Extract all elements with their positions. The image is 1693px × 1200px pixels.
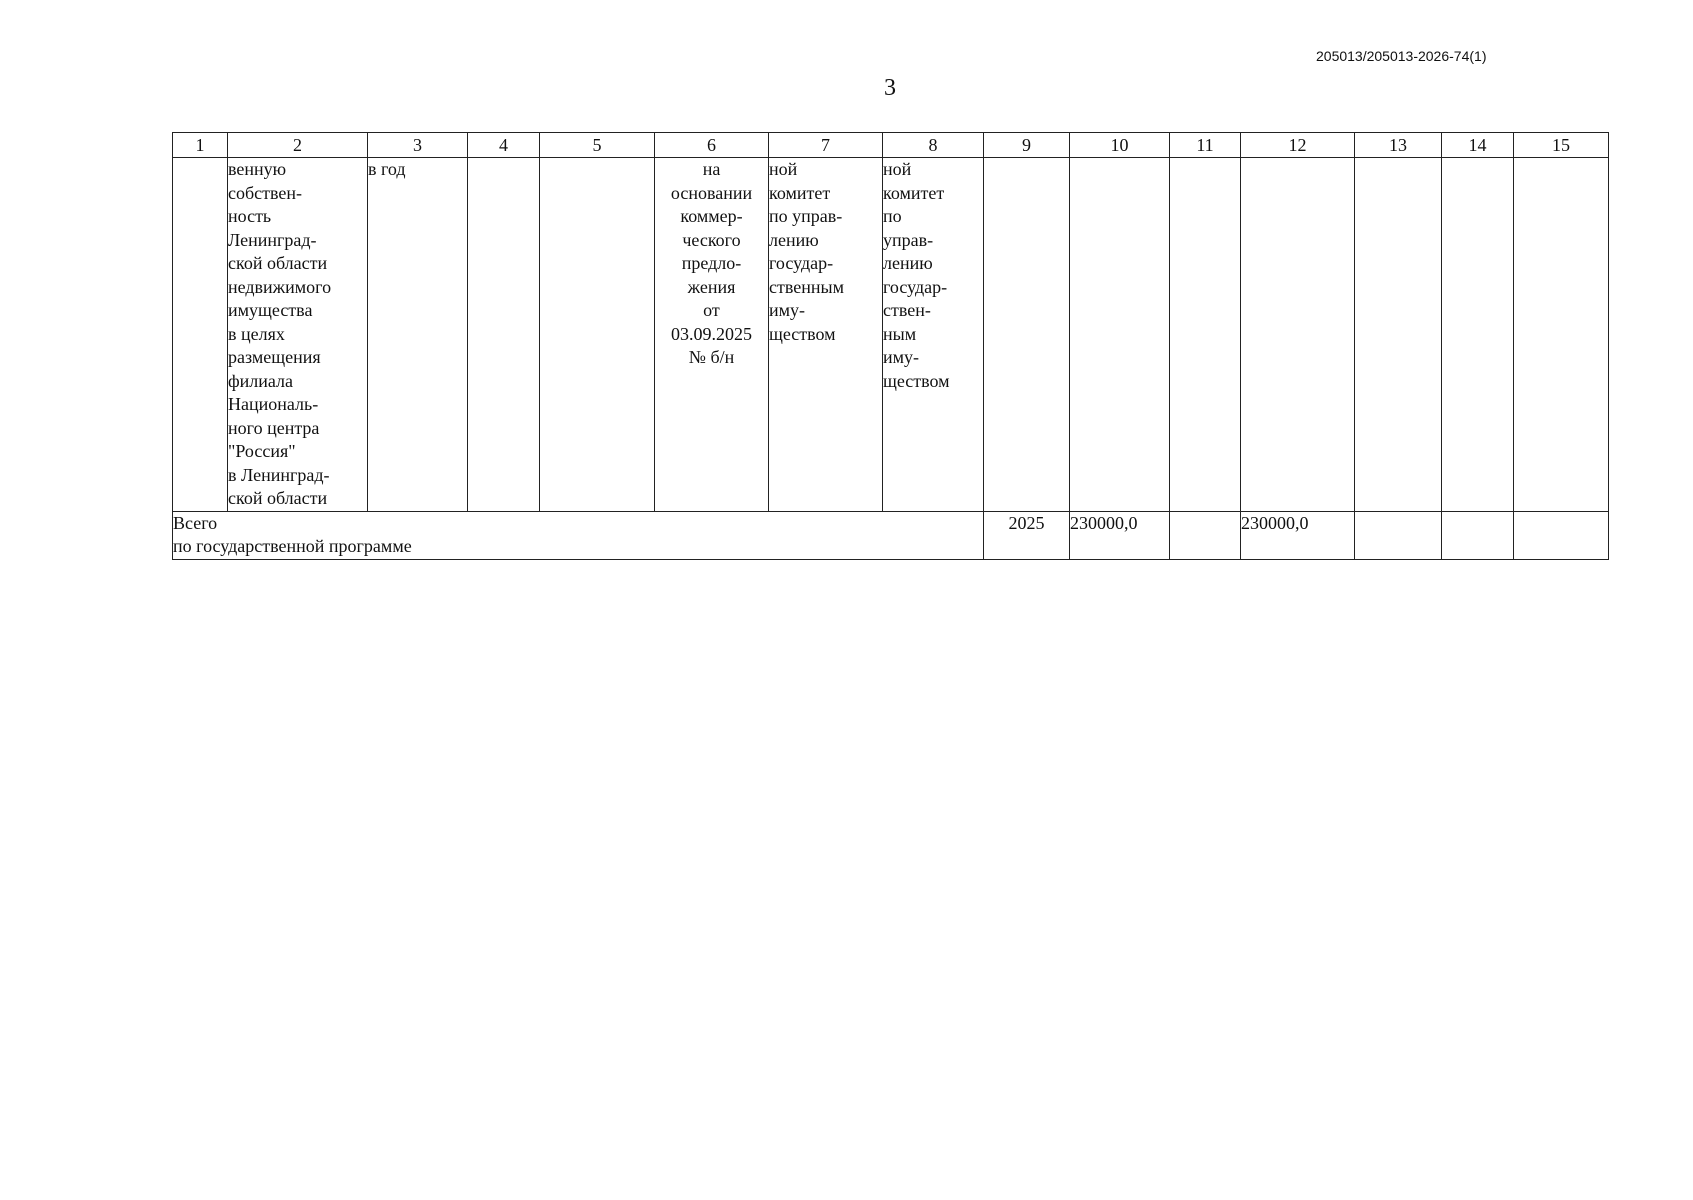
- document-id: 205013/205013-2026-74(1): [1316, 48, 1487, 64]
- col-number-13: 13: [1355, 133, 1442, 158]
- col-number-8: 8: [883, 133, 984, 158]
- col-number-12: 12: [1241, 133, 1355, 158]
- cell-basis: на основании коммер- ческого предло- жения от 03.09.2025 № б/н: [655, 158, 769, 512]
- col-number-14: 14: [1442, 133, 1514, 158]
- page-number: 3: [884, 75, 896, 101]
- cell-col14: [1442, 158, 1514, 512]
- cell-col4: [468, 158, 540, 512]
- col-number-11: 11: [1170, 133, 1241, 158]
- total-col14: [1442, 511, 1514, 559]
- col-number-7: 7: [769, 133, 883, 158]
- total-amount-col10: 230000,0: [1070, 511, 1170, 559]
- total-col11: [1170, 511, 1241, 559]
- total-col13: [1355, 511, 1442, 559]
- cell-col10: [1070, 158, 1170, 512]
- cell-period: в год: [368, 158, 468, 512]
- total-col15: [1514, 511, 1609, 559]
- col-number-9: 9: [984, 133, 1070, 158]
- total-year: 2025: [984, 511, 1070, 559]
- col-number-1: 1: [173, 133, 228, 158]
- cell-responsible: ной комитет по управ- лению государ- ственным иму- ществом: [769, 158, 883, 512]
- cell-col9: [984, 158, 1070, 512]
- col-number-10: 10: [1070, 133, 1170, 158]
- cell-customer: ной комитет по управ- лению государ- ствен- ным иму- ществом: [883, 158, 984, 512]
- col-number-2: 2: [228, 133, 368, 158]
- total-row: [173, 511, 1609, 559]
- cell-col13: [1355, 158, 1442, 512]
- cell-col5: [540, 158, 655, 512]
- cell-col1: [173, 158, 228, 512]
- col-number-15: 15: [1514, 133, 1609, 158]
- col-number-3: 3: [368, 133, 468, 158]
- cell-description: венную собствен- ность Ленинград- ской области недвижимого имущества в целях размещения филиала Националь- ного центра "Россия" в Ленинград- ской области: [228, 158, 368, 512]
- program-table: [172, 132, 1609, 560]
- total-amount-col12: 230000,0: [1241, 511, 1355, 559]
- cell-col11: [1170, 158, 1241, 512]
- cell-col15: [1514, 158, 1609, 512]
- col-number-5: 5: [540, 133, 655, 158]
- col-number-6: 6: [655, 133, 769, 158]
- table-row: [173, 158, 1609, 512]
- col-number-4: 4: [468, 133, 540, 158]
- total-label: Всего по государственной программе: [173, 511, 984, 559]
- cell-col12: [1241, 158, 1355, 512]
- column-number-row: [173, 133, 1609, 158]
